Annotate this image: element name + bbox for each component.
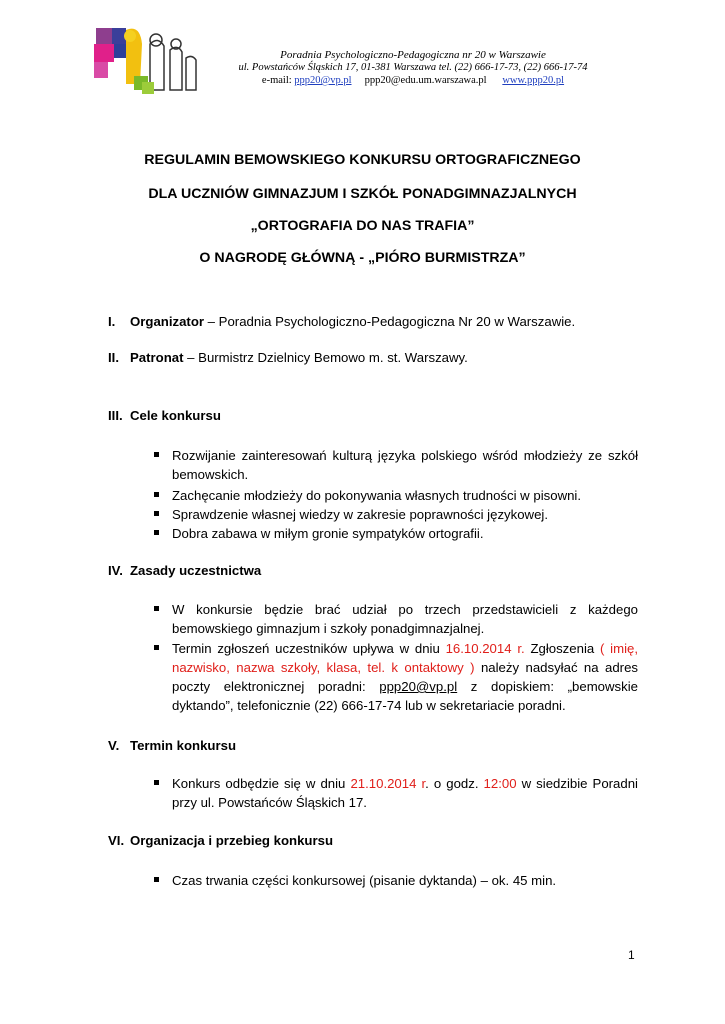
email-link[interactable]: ppp20@vp.pl — [379, 679, 458, 694]
deadline-date: 16.10.2014 r. — [445, 641, 525, 656]
section-number: III. — [108, 408, 123, 423]
title-line-1: REGULAMIN BEMOWSKIEGO KONKURSU ORTOGRAFICZNEGO — [144, 152, 581, 168]
email-label: e-mail: — [261, 75, 292, 86]
section-label: Zasady uczestnictwa — [130, 563, 262, 578]
list-item: Termin zgłoszeń uczestników upływa w dniu 16.10.2014 r. Zgłoszenia ( imię, nazwisko, nazwa szkoły, klasa, tel. k ontaktowy ) należy nadsyłać na adres poczty elektronicznej poradni: ppp20@vp.pl z dopiskiem: „bemowskie dyktando”, telefonicznie (22) 666-17-74 lub w sekretariacie poradni. — [172, 639, 638, 715]
header-address: ul. Powstańców Śląskich 17, 01-381 Warszawa tel. (22) 666-17-73, (22) 666-17-74 — [238, 62, 588, 73]
list-item: Zachęcanie młodzieży do pokonywania własnych trudności w pisowni. — [172, 486, 638, 505]
title-line-4: O NAGRODĘ GŁÓWNĄ - „PIÓRO BURMISTRZA” — [199, 250, 526, 266]
bullet-icon — [154, 645, 159, 650]
bullet-icon — [154, 511, 159, 516]
bullet-icon — [154, 492, 159, 497]
section-label: Organizacja i przebieg konkursu — [130, 833, 333, 848]
bullet-icon — [154, 780, 159, 785]
section-organization — [108, 833, 333, 848]
bullet-icon — [154, 877, 159, 882]
contest-time: 12:00 — [483, 776, 517, 791]
header-contacts — [218, 75, 608, 86]
email-2: ppp20@edu.um.warszawa.pl — [364, 75, 487, 86]
email-link-1[interactable]: ppp20@vp.pl — [294, 75, 352, 86]
title-line-3: „ORTOGRAFIA DO NAS TRAFIA” — [250, 218, 475, 234]
list-item: Czas trwania części konkursowej (pisanie dyktanda) – ok. 45 min. — [172, 871, 638, 890]
section-rules — [108, 563, 261, 578]
contest-date: 21.10.2014 r — [350, 776, 426, 791]
page-number: 1 — [628, 948, 635, 962]
bullet-icon — [154, 530, 159, 535]
bullet-icon — [154, 606, 159, 611]
section-number: I. — [108, 314, 116, 329]
section-patron — [108, 350, 468, 365]
section-goals — [108, 408, 221, 423]
section-organizer — [108, 314, 575, 329]
section-number: VI. — [108, 833, 125, 848]
section-text: – Poradnia Psychologiczno-Pedagogiczna Nr 20 w Warszawie. — [204, 314, 576, 329]
section-text: – Burmistrz Dzielnicy Bemowo m. st. Warszawy. — [183, 350, 468, 365]
list-item: Konkurs odbędzie się w dniu 21.10.2014 r. o godz. 12:00 w siedzibie Poradni przy ul. Powstańców Śląskich 17. — [172, 774, 638, 812]
title-line-2: DLA UCZNIÓW GIMNAZJUM I SZKÓŁ PONADGIMNAZJALNYCH — [148, 186, 577, 202]
section-label: Cele konkursu — [130, 408, 221, 423]
section-label: Termin konkursu — [130, 738, 237, 753]
section-label: Organizator — [130, 314, 205, 329]
section-number: IV. — [108, 563, 123, 578]
list-item: W konkursie będzie brać udział po trzech przedstawicieli z każdego bemowskiego gimnazjum i szkoły ponadgimnazjalnej. — [172, 600, 638, 638]
header-institution: Poradnia Psychologiczno-Pedagogiczna nr 20 w Warszawie — [280, 49, 546, 61]
section-date — [108, 738, 236, 753]
poradnia-logo — [90, 24, 200, 100]
list-item: Rozwijanie zainteresowań kulturą języka polskiego wśród młodzieży ze szkół bemowskich. — [172, 446, 638, 484]
section-number: V. — [108, 738, 120, 753]
section-number: II. — [108, 350, 119, 365]
section-label: Patronat — [130, 350, 184, 365]
bullet-icon — [154, 452, 159, 457]
list-item: Sprawdzenie własnej wiedzy w zakresie poprawności językowej. — [172, 505, 638, 524]
required-data-note: ( imię, nazwisko, nazwa szkoły, klasa, tel. k ontaktowy ) — [172, 641, 639, 675]
website-link[interactable]: www.ppp20.pl — [502, 75, 565, 86]
list-item: Dobra zabawa w miłym gronie sympatyków ortografii. — [172, 524, 638, 543]
